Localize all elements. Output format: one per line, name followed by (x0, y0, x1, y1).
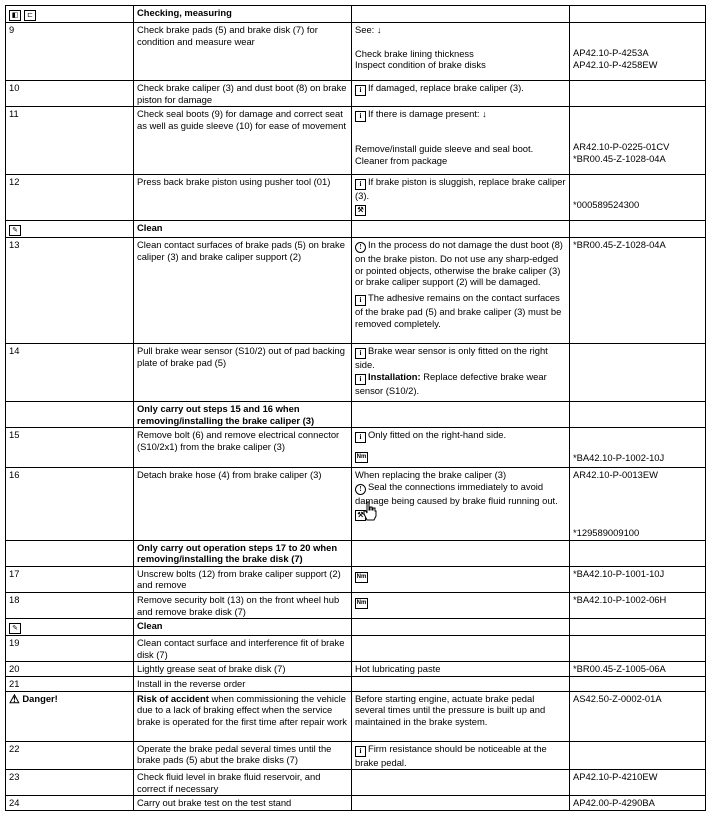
reference-link[interactable]: *000589524300 (573, 199, 640, 211)
reference-link[interactable]: AR42.10-P-0225-01CV (573, 141, 670, 153)
reference-link[interactable]: *BR00.45-Z-1028-04A (570, 238, 706, 344)
table-row: 18 Remove security bolt (13) on the front wheel hub and remove brake disk (7) Nm *BA42.10-P-1002-06H (6, 592, 706, 618)
info-icon: i (355, 746, 366, 757)
table-row: 15 Remove bolt (6) and remove electrical connector (S10/2x1) from the brake caliper (3) i Only fitted on the right-hand side. Nm *BA42.10-P-1002-10J (6, 428, 706, 468)
reference-link[interactable]: AR42.10-P-0013EW (573, 469, 658, 481)
clean-icon: ✎ (9, 623, 21, 634)
table-row: 14 Pull brake wear sensor (S10/2) out of pad backing plate of brake pad (5) i Brake wear sensor is only fitted on the right side. i Installation: Replace defective brake wear sensor (S10/2). (6, 344, 706, 402)
table-row: 10 Check brake caliper (3) and dust boot (8) on brake piston for damage i If damaged, replace brake caliper (3). (6, 81, 706, 107)
clean-icon: ✎ (9, 225, 21, 236)
table-row: 22 Operate the brake pedal several times until the brake pads (5) abut the brake disks (7) i Firm resistance should be noticeable at the brake pedal. (6, 741, 706, 770)
table-row: 16 Detach brake hose (4) from brake caliper (3) When replacing the brake caliper (3) ! Seal the connections immediately to avoid damage being caused by brake fluid running out. ⚒ AR42.10-P-0013EW *129589009100 (6, 468, 706, 540)
torque-icon: Nm (355, 598, 368, 609)
info-icon: i (355, 374, 366, 385)
tool-icon: ⚒ (355, 205, 366, 216)
info-icon: i (355, 111, 366, 122)
reference-link[interactable]: *BA42.10-P-1001-10J (570, 566, 706, 592)
subsection-header: Only carry out steps 15 and 16 when removing/installing the brake caliper (3) (6, 402, 706, 428)
reference-link[interactable]: *BA42.10-P-1002-06H (570, 592, 706, 618)
reference-link[interactable]: AP42.10-P-4258EW (573, 58, 658, 70)
info-icon: i (355, 295, 366, 306)
reference-link[interactable]: AP42.10-P-4253A (573, 47, 649, 58)
view-icon: ◧ (9, 10, 21, 21)
table-row: 19 Clean contact surface and interference fit of brake disk (7) (6, 636, 706, 662)
table-row: 17 Unscrew bolts (12) from brake caliper support (2) and remove Nm *BA42.10-P-1001-10J (6, 566, 706, 592)
measure-icon: ⊏ (24, 10, 36, 21)
danger-row: ⚠ Danger! Risk of accident when commissioning the vehicle due to a lack of braking effect when the service brake is operated for the first time after repair work Before starting engine, actuate brake pedal several times until the pressure is built up and maintained in the brake system. AS42.50-Z-0002-01A (6, 691, 706, 741)
section-header-clean: ✎ Clean (6, 619, 706, 636)
reference-link[interactable]: *BR00.45-Z-1005-06A (570, 662, 706, 677)
procedure-table (5, 5, 706, 811)
section-header-checking (6, 6, 706, 23)
reference-link[interactable]: *BR00.45-Z-1028-04A (573, 152, 666, 164)
subsection-header: Only carry out operation steps 17 to 20 when removing/installing the brake disk (7) (6, 540, 706, 566)
caution-icon: ! (355, 242, 366, 253)
arrow-down-icon: ↓ (482, 108, 487, 120)
reference-link[interactable]: AS42.50-Z-0002-01A (570, 691, 706, 741)
section-header-clean: ✎ Clean (6, 221, 706, 238)
section-title: Checking, measuring (134, 6, 352, 23)
arrow-down-icon: ↓ (376, 24, 382, 35)
table-row: 21 Install in the reverse order (6, 676, 706, 691)
table-row: 13 Clean contact surfaces of brake pads (5) on brake caliper (3) and brake caliper support (2) ! In the process do not damage the dust boot (8) on the brake piston. Do not use any sharp-edged or pointed objects, otherwise the brake caliper (3) or brake caliper support (2) will be damaged. i The adhesive remains on the contact surfaces of the brake pad (5) and brake caliper (3) must be removed completely. *BR00.45-Z-1028-04A (6, 238, 706, 344)
reference-link[interactable]: *BA42.10-P-1002-10J (573, 452, 665, 464)
table-row: 11 Check seal boots (9) for damage and correct seat as well as guide sleeve (10) for ease of movement i If there is damage present: ↓ Remove/install guide sleeve and seal boot. Cleaner from package AR42.10-P-0225-01CV *BR00.45-Z-1028-04A (6, 107, 706, 175)
table-row: 20 Lightly grease seat of brake disk (7) Hot lubricating paste *BR00.45-Z-1005-06A (6, 662, 706, 677)
info-icon: i (355, 348, 366, 359)
info-icon: i (355, 85, 366, 96)
warning-triangle-icon: ⚠ (9, 691, 20, 706)
caution-icon: ! (355, 484, 366, 495)
table-row: 24 Carry out brake test on the test stand AP42.00-P-4290BA (6, 796, 706, 811)
reference-link[interactable]: AP42.10-P-4210EW (570, 770, 706, 796)
info-icon: i (355, 432, 366, 443)
reference-link[interactable]: AP42.00-P-4290BA (570, 796, 706, 811)
hand-cursor-icon (363, 501, 377, 521)
tool-icon: ⚒ (355, 510, 366, 521)
table-row: 12 Press back brake piston using pusher tool (01) i If brake piston is sluggish, replace brake caliper (3). ⚒ *000589524300 (6, 175, 706, 221)
torque-icon: Nm (355, 452, 368, 463)
torque-icon: Nm (355, 572, 368, 583)
table-row: 9 Check brake pads (5) and brake disk (7) for condition and measure wear See: ↓ Check brake lining thickness Inspect condition of brake disks AP42.10-P-4253A AP42.10-P-4258EW (6, 23, 706, 81)
reference-link[interactable]: *129589009100 (573, 526, 640, 538)
info-icon: i (355, 179, 366, 190)
table-row: 23 Check fluid level in brake fluid reservoir, and correct if necessary AP42.10-P-4210EW (6, 770, 706, 796)
